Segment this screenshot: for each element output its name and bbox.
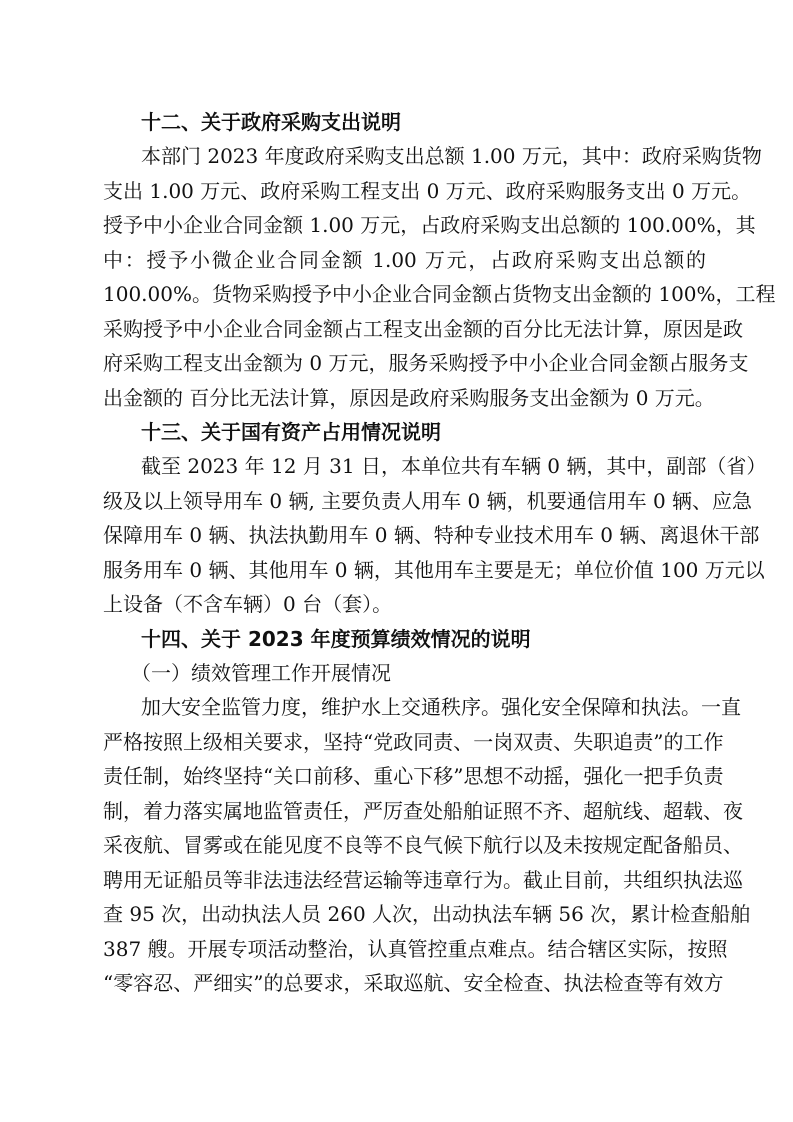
paragraph-line: 上设备（不含车辆）0 台（套）。 — [103, 592, 393, 617]
paragraph-line: 查 95 次，出动执法人员 260 人次，出动执法车辆 56 次，累计检查船舶 — [103, 902, 751, 927]
paragraph-line: 保障用车 0 辆、执法执勤用车 0 辆、特种专业技术用车 0 辆、离退休干部 — [103, 523, 760, 548]
paragraph-line: 级及以上领导用车 0 辆, 主要负责人用车 0 辆，机要通信用车 0 辆、应急 — [103, 488, 753, 513]
document-page — [103, 105, 776, 1000]
paragraph-line: 截至 2023 年 12 月 31 日，本单位共有车辆 0 辆，其中，副部（省） — [141, 454, 767, 479]
section-heading: 十二、关于政府采购支出说明 — [141, 110, 401, 134]
paragraph-line: 387 艘。开展专项活动整治，认真管控重点难点。结合辖区实际，按照 — [103, 936, 728, 961]
paragraph-line: 责任制，始终坚持“关口前移、重心下移”思想不动摇，强化一把手负责 — [103, 764, 724, 789]
paragraph-line: 府采购工程支出金额为 0 万元，服务采购授予中小企业合同金额占服务支 — [103, 351, 749, 376]
paragraph-line: 服务用车 0 辆、其他用车 0 辆，其他用车主要是无；单位价值 100 万元以 — [103, 557, 765, 582]
paragraph-line: 加大安全监管力度，维护水上交通秩序。强化安全保障和执法。一直 — [141, 695, 741, 720]
paragraph-line: 采夜航、冒雾或在能见度不良等不良气候下航行以及未按规定配备船员、 — [103, 833, 743, 858]
paragraph-line: 采购授予中小企业合同金额占工程支出金额的百分比无法计算，原因是政 — [103, 316, 743, 341]
section-heading: 十三、关于国有资产占用情况说明 — [141, 419, 441, 444]
paragraph-line: “零容忍、严细实”的总要求，采取巡航、安全检查、执法检查等有效方 — [103, 970, 724, 995]
paragraph-line: 支出 1.00 万元、政府采购工程支出 0 万元、政府采购服务支出 0 万元。 — [103, 178, 752, 203]
paragraph-line: 本部门 2023 年度政府采购支出总额 1.00 万元，其中：政府采购货物 — [141, 144, 762, 169]
section-heading: 十四、关于 2023 年度预算绩效情况的说明 — [141, 626, 531, 651]
paragraph-line: 制，着力落实属地监管责任，严厉查处船舶证照不齐、超航线、超载、夜 — [103, 798, 743, 823]
paragraph-line: 严格按照上级相关要求，坚持“党政同责、一岗双责、失职追责”的工作 — [103, 729, 724, 754]
paragraph-line: 授予中小企业合同金额 1.00 万元，占政府采购支出总额的 100.00%，其 — [103, 213, 756, 238]
paragraph-line: 出金额的 百分比无法计算，原因是政府采购服务支出金额为 0 万元。 — [103, 385, 715, 410]
paragraph-line: 中：授予小微企业合同金额 1.00 万元，占政府采购支出总额的 — [103, 247, 706, 272]
paragraph-line: 聘用无证船员等非法违法经营运输等违章行为。截止目前，共组织执法巡 — [103, 867, 743, 892]
paragraph-line: 100.00%。货物采购授予中小企业合同金额占货物支出金额的 100%，工程 — [103, 282, 776, 307]
subsection-heading: （一）绩效管理工作开展情况 — [131, 661, 391, 685]
